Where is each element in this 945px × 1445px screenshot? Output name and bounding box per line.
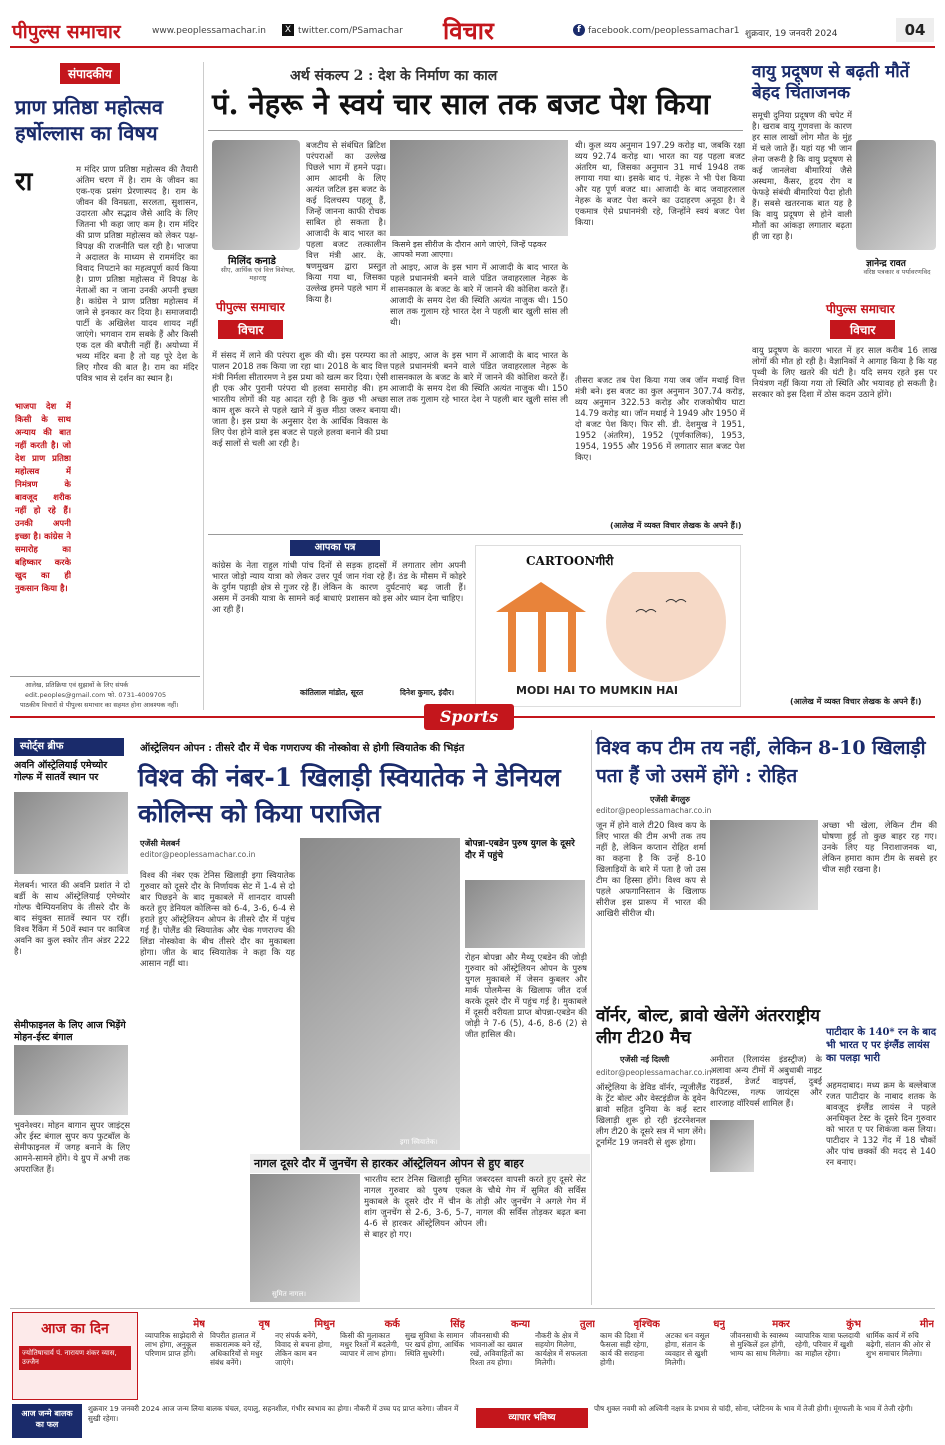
sports-title: विश्व की नंबर-1 खिलाड़ी स्वियातेक ने डेनियल कोलिन्स को किया पराजित	[138, 763, 561, 828]
brief1-body: मेलबर्न। भारत की अवनि प्रशांत ने दो बर्डी के साथ ऑस्ट्रेलियाई एमेच्योर गोल्फ चैम्पियनशिप के तीसरे दौर के बाद संयुक्त सातवें स्थान पर रहीं। विश्व रैंकिंग में 50वें स्थान पर काबिज अवनि का कुल स्कोर तीन अंडर 222 है।	[14, 880, 130, 956]
side-title: बोपन्ना-एबडेन पुरुष युगल के दूसरे दौर में पहुंचे	[465, 839, 575, 861]
cartoon-drawing	[476, 572, 740, 682]
paper-logo-2: पीपुल्स समाचार	[826, 302, 895, 316]
zodiac-vrishchik: वृश्चिक काम की दिशा में फैसला सही रहेगा, कार्य की सराहना होगी।	[600, 1319, 660, 1367]
zodiac-kanya: कन्या जीवनसाथी की भावनाओं का ख्याल रखें, अविवाहितों का रिश्ता तय होगा।	[470, 1319, 530, 1367]
letters-title: आपका पत्र	[290, 540, 380, 556]
patidar-title: पाटीदार के 140* रन के बाद भी भारत ए पर इंग्लैंड लायंस का पलड़ा भारी	[826, 1027, 937, 1064]
column2-footnote: (आलेख में व्यक्त विचार लेखक के अपने हैं।)	[790, 697, 922, 706]
editorial-pullquote: भाजपा देश में किसी के साथ अन्याय की बात नहीं करती है। जो देश प्राण प्रतिष्ठा महोत्सव में निमंत्रण के बावजूद शरीक नहीं हो रहे हैं। उनकी अपनी इच्छा है। कांग्रेस ने समारोह का बहिष्कार करके खुद का ही नुकसान किया है।	[15, 401, 71, 593]
brief2-title: सेमीफाइनल के लिए आज भिड़ेंगे मोहन-ईस्ट बंगाल	[14, 1020, 126, 1043]
x-twitter-icon: X	[282, 24, 294, 36]
lead-col4: तीसरा बजट तब पेश किया गया जब जॉन मथाई वित्त मंत्री बने। इस बजट का कुल अनुमान 307.74 करोड़, व्यय अनुमान 322.53 करोड़ और राजकोषीय घाटा 14.79 करोड़ था। जॉन मथाई ने 1949 और 1950 में दो बजट पेश किए। फिर सी. डी. देशमुख ने 1951, 1952 (अंतरिम), 1952 (पूर्णकालिक), 1953, 1954, 1955 और 1956 में लगातार सात बजट पेश किए।	[575, 375, 745, 462]
column2-body-2: वायु प्रदूषण के कारण भारत में हर साल करीब 16 लाख लोगों की मौत हो रही है। वैज्ञानिकों ने आगाह किया है कि यह पृथ्वी के लिए खतरे की घंटी है। यदि समय रहते इस पर नियंत्रण नहीं किया गया तो स्थिति और भयावह हो सकती है। सरकार को इस दिशा में ठोस कदम उठाने होंगे।	[752, 345, 937, 399]
cartoon-panel	[475, 545, 741, 707]
contact-email[interactable]: edit.peoples@gmail.com फो. 0731-4009705	[25, 691, 167, 699]
zodiac-vrish: वृष विपरीत हालात में सकारात्मक बने रहें, अधिकारियों से मधुर संबंध बनेंगे।	[210, 1319, 270, 1367]
side-body: रोहन बोपन्ना और मैथ्यू एबडेन की जोड़ी गुरुवार को ऑस्ट्रेलियन ओपन के पुरुष युगल मुकाबले में जेसन कुबलर और मार्क पोलमैन्स के खिलाफ जीत दर्ज करके दूसरे दौर में पहुंच गई है। मुकाबले में दूसरी वरीयता प्राप्त बोपन्ना-एबडेन की जोड़ी ने 7-6 (5), 4-6, 8-6 (2) से जीत हासिल की।	[465, 952, 587, 1039]
zodiac-meen: मीन धार्मिक कार्य में रुचि बढ़ेगी, संतान की ओर से शुभ समाचार मिलेगा।	[866, 1319, 934, 1358]
section-title: विचार	[443, 16, 494, 45]
swiatek-credit: इगा स्वियातेक।	[400, 1138, 438, 1146]
nagal-photo	[250, 1174, 360, 1302]
column2-body: समूची दुनिया प्रदूषण की चपेट में है। खराब वायु गुणवत्ता के कारण हर साल लाखों लोग मौत के मुंह में चले जाते हैं। यहां यह भी जान लेना जरूरी है कि वायु प्रदूषण से कई जानलेवा बीमारियां जैसे अस्थमा, कैंसर, हृदय रोग व फेफड़े संबंधी बीमारियां पैदा होती हैं। सबसे खतरनाक बात यह है कि वायु प्रदूषण से होने वाली मौतों का आंकड़ा लगातार बढ़ता ही जा रहा है।	[752, 110, 852, 241]
header-rule	[10, 46, 935, 48]
lead-col-lower: में संसद में लाने की परंपरा शुरू की थी। इस परम्परा का पालन 2018 तक किया जा रहा था। 2018 के बाद वित्त मंत्री निर्मला सीतारमण ने इस प्रथा को खत्म कर दिया। ऐसी ही एक और पुरानी परंपरा थी हलवा समारोह की। हम भारतीय लोगों की यह आदत रही है कि कुछ भी अच्छा काम शुरू करने से पहले खाने में कुछ मीठा जरूर बनाया जाता है। इस प्रथा के अनुसार देश के आर्थिक विकास के लिए पेश होने वाले इस बजट से पहले हलवा बनाने की प्रथा कई सालों से चली आ रही है।	[212, 350, 388, 448]
facebook-icon: f	[573, 24, 585, 36]
editorial-footer-disclaimer: पाठकीय विचारों से पीपुल्स समाचार का सहमत होना आवश्यक नहीं।	[20, 701, 179, 709]
wc-body-2: अच्छा भी खेला, लेकिन टीम की घोषणा हुई तो कुछ बाहर रह गए। उनके लिए यह निराशाजनक था, लेकिन हमारा काम टीम के सबसे हर चीज सही रखना है।	[822, 820, 937, 874]
zodiac-dhanu: धनु अटका धन वसूल होगा, संतान के व्यवहार से खुशी मिलेगी।	[665, 1319, 725, 1367]
letter-1-signature: कांतिलाल मांडोत, सूरत	[300, 688, 364, 697]
horoscope-title: आज का दिन	[41, 1321, 109, 1337]
editorial-divider	[10, 676, 200, 677]
sports-brief-tag: स्पोर्ट्स ब्रीफ	[14, 738, 124, 756]
horoscope-astrologer: ज्योतिषाचार्य पं. नारायण शंकर व्यास, उज्जैन	[19, 1346, 131, 1370]
site-url[interactable]: www.peoplessamachar.in	[152, 26, 266, 36]
paper-logo: पीपुल्स समाचार	[216, 300, 285, 314]
birthday-text: शुक्रवार 19 जनवरी 2024 आज जन्म लिया बालक चंचल, दयालु, सहनशील, गंभीर स्वभाव का होगा। नौकरी में उच्च पद प्राप्त करेगा। जीवन में सुखी रहेगा।	[88, 1404, 459, 1423]
page-number: 04	[896, 18, 934, 42]
wc-email[interactable]: editor@peoplessamachar.co.in	[596, 806, 712, 815]
t20-body-2: अमीरात (रिलायंस इंडस्ट्रीज) के अलावा अन्य टीमों में अबुधाबी नाइट राइडर्स, डेजर्ट वाइपर्स, दुबई कैपिटल्स, गल्फ जायंट्स और शारजाह वॉरियर्स शामिल हैं।	[710, 1054, 822, 1108]
editorial-dropcap: रा	[15, 167, 33, 197]
facebook-handle[interactable]: facebook.com/peoplessamachar1	[588, 26, 740, 36]
masthead-logo: पीपुल्स समाचार	[12, 21, 121, 43]
t20-email[interactable]: editor@peoplessamachar.co.in	[596, 1068, 712, 1077]
issue-date: शुक्रवार, 19 जनवरी 2024	[745, 29, 838, 39]
vichar-tag-2: विचार	[830, 320, 895, 339]
letter-1-cont: सड़क हादसों में लगातार लोग अपनी जान गंवा रहे हैं। ठंड के मौसम में कोहरे के कारण दुर्घटनाएं बढ़ जाती हैं। प्रशासन को इस ओर ध्यान देना चाहिए।	[346, 560, 466, 603]
zodiac-mesh: मेष व्यापारिक साझेदारी से लाभ होगा, अनुकूल परिणाम प्राप्त होंगे।	[145, 1319, 205, 1358]
wc-body: जून में होने वाले टी20 विश्व कप के लिए भारत की टीम अभी तक तय नहीं है, लेकिन कप्तान रोहित शर्मा का कहना है कि उन्हें 8-10 खिलाड़ियों के बारे में पता है जो उस टीम का हिस्सा होंगे। विश्व कप से पहले अफगानिस्तान के खिलाफ सीरीज इस प्रारूप में भारत की आखिरी सीरीज थी।	[596, 820, 706, 918]
photo-caption: किसमे इस सीरीज के दौरान आगे जाएंगे, जिन्हें पढ़कर आपको मजा आएगा।	[392, 240, 547, 259]
bopanna-photo	[465, 880, 585, 948]
sports-separator	[591, 730, 592, 1305]
lead-rule	[208, 130, 743, 131]
zodiac-tula: तुला नौकरी के क्षेत्र में सहयोग मिलेगा, कार्यक्षेत्र में सफलता मिलेगी।	[535, 1319, 595, 1367]
sports-agency: एजेंसी मेलबर्न	[140, 839, 180, 848]
sports-kicker: ऑस्ट्रेलियन ओपन : तीसरे दौर में चेक गणराज्य की नोस्कोवा से होगी स्वियातेक की भिड़ंत	[140, 743, 465, 754]
sports-body: विश्व की नंबर एक टेनिस खिलाड़ी इगा स्वियातेक गुरुवार को दूसरे दौर के निर्णायक सेट में 1-4 से दो बार पिछड़ने के बाद मुकाबले में शानदार वापसी करते हुए डेनियल कोलिन्स को 6-4, 3-6, 6-4 से हराते हुए ऑस्ट्रेलियन ओपन के तीसरे दौर में पहुंच गई हैं। पोलैंड की स्वियातेक और चेक गणराज्य की लिंडा नोस्कोवा के बीच तीसरे दौर का मुकाबला होगा। जीत के बाद स्वियातेक ने कहा कि यह आसान नहीं था।	[140, 870, 295, 968]
rohit-photo	[710, 820, 818, 910]
zodiac-kark: कर्क किसी की मुलाकात मधुर रिश्तों में बदलेगी, व्यापार में लाभ होगा।	[340, 1319, 400, 1358]
brief1-photo	[14, 792, 128, 874]
cartoon-caption: MODI HAI TO MUMKIN HAI	[516, 684, 678, 697]
letter-2-signature: दिनेश कुमार, इंदौर।	[400, 688, 455, 697]
column-separator	[203, 62, 204, 710]
lead-bottom-rule	[208, 534, 743, 535]
t20-title: वॉर्नर, बोल्ट, ब्रावो खेलेंगे अंतरराष्ट्रीय लीग टी20 मैच	[596, 1006, 820, 1048]
lead-col-lower-2: तो आइए, आज के इस भाग में आजादी के बाद भारत के पहले प्रधानमंत्री बनने वाले पंडित जवाहरलाल नेहरू के शासनकाल के बजट के बारे में जानने की कोशिश करते हैं। आजादी के समय देश की स्थिति अत्यंत नाजुक थी। 150 साल तक गुलाम रहे भारत देश ने पहली बार खुली सांस ली थी।	[390, 350, 568, 415]
market-tag: व्यापार भविष्य	[476, 1408, 588, 1428]
author-name: मिलिंद कनाडे	[228, 256, 276, 267]
patidar-body: अहमदाबाद। मध्य क्रम के बल्लेबाज रजत पाटीदार के नाबाद शतक के बावजूद इंग्लैंड लायंस ने पहले अनधिकृत टेस्ट के दूसरे दिन गुरुवार को भारत ए पर शिकंजा कस लिया। पाटीदार ने 132 गेंद में 18 चौकों और पांच छक्कों की मदद से 140 रन बनाए।	[826, 1080, 936, 1167]
t20-agency: एजेंसी नई दिल्ली	[620, 1055, 670, 1064]
lead-col1: बजटीय से संबंधित ब्रिटिश परंपराओं का उल्लेख पिछले भाग में हमने पढ़ा। आम आदमी के लिए अत्यंत जटिल इस बजट के कई दिलचस्प पहलू हैं, जिन्हें जानना काफी रोचक साबित हो सकता है। आजादी के बाद भारत का पहला बजट तत्कालीन वित्त मंत्री आर. के. षणमुखम द्वारा प्रस्तुत किया गया था, जिसका उल्लेख हमने पहले भाग में किया है।	[306, 140, 386, 304]
lead-col3: थी। कुल व्यय अनुमान 197.29 करोड़ था, जबकि रक्षा व्यय 92.74 करोड़ था। भारत का यह पहला बजट अंतरिम था, जिसका अनुमान 31 मार्च 1948 तक लगाया गया था। इसके बाद पं. नेहरू ने भी पेश किया और यह पूर्ण बजट था। आजादी के बाद जवाहरलाल नेहरू के बजट पेश करने का उदाहरण अनूठा है। वे एकमात्र ऐसे प्रधानमंत्री रहे, जिन्होंने स्वयं बजट पेश किया।	[575, 140, 745, 227]
brief2-photo	[14, 1045, 128, 1115]
market-text: पौष शुक्ल नवमी को अश्विनी नक्षत्र के प्रभाव से चांदी, सोना, प्लेटिनम के भाव में तेजी होगी। मूंगफली के भाव में तेजी रहेगी।	[594, 1404, 913, 1413]
columnist-name: ज्ञानेन्द्र रावत	[866, 259, 906, 269]
nehru-photo	[390, 140, 568, 236]
twitter-handle[interactable]: twitter.com/PSamachar	[298, 26, 403, 36]
letter-1: कांग्रेस के नेता राहुल गांधी पांच दिनों से भारत जोड़ो न्याय यात्रा को लेकर उत्तर पूर्व के दुर्गम पहाड़ी क्षेत्र से गुजर रहे हैं। लेकिन असम में उनकी यात्रा के सामने कई बाधाएं आ रही हैं।	[212, 560, 342, 614]
birthday-tag: आज जन्मे बालक का फल	[12, 1404, 82, 1438]
cartoon-title: CARTOONगीरी	[526, 554, 614, 568]
editorial-footer-1: आलेख, प्रतिक्रिया एवं सुझावों के लिए संपर्क	[25, 681, 129, 689]
nagal-title: नागल दूसरे दौर में जुनचेंग से हारकर ऑस्ट्रेलियन ओपन से हुए बाहर	[250, 1154, 590, 1173]
editorial-tag: संपादकीय	[60, 63, 120, 84]
author-role: सीए, आर्थिक एवं वित्त विशेषज्ञ, महाराष्ट्र	[220, 266, 296, 282]
sports-email[interactable]: editor@peoplessamachar.co.in	[140, 850, 256, 859]
lead-kicker: अर्थ संकल्प 2 : देश के निर्माण का काल	[290, 68, 498, 84]
nagal-caption: सुमित नागल।	[272, 1290, 306, 1298]
swiatek-photo	[300, 838, 460, 1150]
editorial-body: म मंदिर प्राण प्रतिष्ठा महोत्सव की तैयारी अंतिम चरण में है। राम के जीवन का एक-एक प्रसंग प्रेरणास्पद है। राम के जीवन की विनम्रता, सरलता, सुशासन, उदारता और सद्भाव जैसे आदि के लिए जितना भी कहा जाए कम है। राम मंदिर की प्राण प्रतिष्ठा महोत्सव को लेकर पक्ष-विपक्ष की राजनीति चल रही है। भाजपा ने अदालत के माध्यम से राममंदिर का विवाद निपटाने का महत्वपूर्ण कार्य किया है। प्राण प्रतिष्ठा महोत्सव में विपक्ष के नेताओं का न जाना उनकी अपनी इच्छा है। कांग्रेस ने प्राण प्रतिष्ठा महोत्सव में जाने से इनकार कर दिया है। समाजवादी पार्टी के अखिलेश यादव शायद नहीं जाएंगे। भगवान राम सबके हैं और किसी एक दल की बपौती नहीं हैं। अयोध्या में भव्य मंदिर बना है तो यह पूरे देश के लिए गौरव की बात है। राम का मंदिर पवित्र भाव से दर्शन का स्थान है।	[76, 164, 198, 383]
zodiac-mithun: मिथुन नए संपर्क बनेंगे, विवाद से बचना होगा, लेकिन काम बन जाएंगे।	[275, 1319, 335, 1367]
columnist-photo	[856, 140, 936, 250]
nagal-body-2: जबरदस्त वापसी करते हुए दूसरे सेट के चौथे गेम में सुमित की सर्विस तोड़ी और जुनचेंग ने अगले गेम में नागल की सर्विस तोड़कर बढ़त बना ली।	[476, 1174, 586, 1228]
zodiac-singh: सिंह सुख सुविधा के सामान पर खर्च होगा, आर्थिक स्थिति सुधरेगी।	[405, 1319, 465, 1358]
brief1-title: अवनि ऑस्ट्रेलियाई एमेच्योर गोल्फ में सातवें स्थान पर	[14, 760, 108, 783]
sports-tag: Sports	[424, 704, 514, 730]
wc-title: विश्व कप टीम तय नहीं, लेकिन 8-10 खिलाड़ी पता हैं जो उसमें होंगे : रोहित	[596, 737, 926, 787]
brief2-body: भुवनेश्वर। मोहन बागान सुपर जाइंट्स और ईस्ट बंगाल सुपर कप फुटबॉल के सेमीफाइनल में जगह बनाने के लिए आमने-सामने होंगे। ये ग्रुप में अभी तक अपराजित हैं।	[14, 1120, 130, 1174]
vichar-tag: विचार	[218, 320, 283, 339]
zodiac-kumbh: कुंभ व्यापारिक यात्रा फलदायी रहेगी, परिवार में खुशी का माहौल रहेगा।	[795, 1319, 861, 1358]
t20-body: ऑस्ट्रेलिया के डेविड वॉर्नर, न्यूजीलैंड के ट्रेंट बोल्ट और वेस्टइंडीज के ड्वेन ब्रावो सहित दुनिया के कई स्टार खिलाड़ी शुरू हो रही इंटरनेशनल लीग टी20 के दूसरे सत्र में भाग लेंगे। टूर्नामेंट 19 जनवरी से शुरू होगा।	[596, 1082, 706, 1147]
lead-footnote: (आलेख में व्यक्त विचार लेखक के अपने हैं।)	[610, 521, 742, 530]
horoscope-box	[12, 1312, 138, 1400]
horoscope-rule	[10, 1308, 935, 1309]
wc-agency: एजेंसी बेंगलुरु	[650, 795, 690, 804]
nagal-body: भारतीय स्टार टेनिस खिलाड़ी सुमित नागल गुरुवार को पुरुष एकल मुकाबले के दूसरे दौर में चीन के शांग जुनचेंग से 2-6, 3-6, 5-7, 4-6 से हारकर ऑस्ट्रेलियन ओपन से बाहर हो गए।	[364, 1174, 472, 1239]
editorial-title: प्राण प्रतिष्ठा महोत्सव हर्षोल्लास का विषय	[15, 95, 163, 145]
zodiac-makar: मकर जीवनसाथी के स्वास्थ्य से मुश्किलें हल होंगी, भाग्य का साथ मिलेगा।	[730, 1319, 790, 1358]
columnist-role: वरिष्ठ पत्रकार व पर्यावरणविद	[863, 268, 931, 276]
column2-title: वायु प्रदूषण से बढ़ती मौतें बेहद चिंताजनक	[752, 62, 910, 103]
lead-title: पं. नेहरू ने स्वयं चार साल तक बजट पेश किया	[212, 87, 711, 121]
author-photo	[212, 140, 300, 250]
lead-col-mid: तो आइए, आज के इस भाग में आजादी के बाद भारत के पहले प्रधानमंत्री बनने वाले पंडित जवाहरलाल नेहरू के शासनकाल के बजट के बारे में जानने की कोशिश करते हैं। आजादी के समय देश की स्थिति अत्यंत नाजुक थी। 150 साल तक गुलाम रहे भारत देश ने पहली बार खुली सांस ली थी।	[390, 262, 568, 327]
